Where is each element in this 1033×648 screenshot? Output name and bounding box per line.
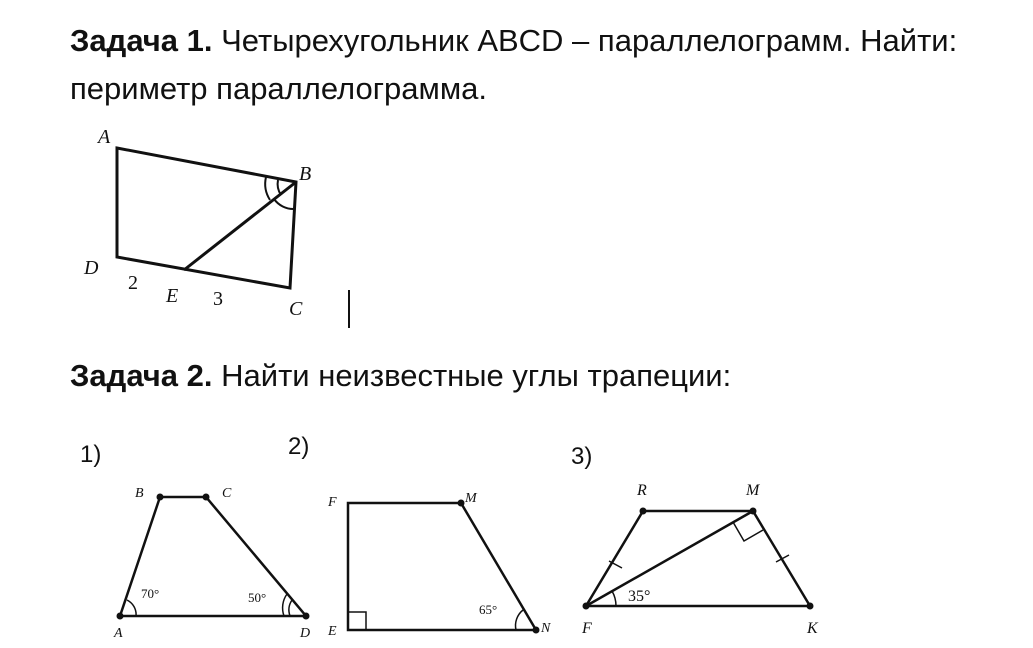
trapezoid-fmne: [348, 503, 536, 630]
t1-label-b: B: [135, 486, 144, 501]
t3-label-f: F: [582, 620, 592, 637]
label-d: D: [84, 257, 99, 279]
angle-b-arc-lower: [274, 199, 294, 209]
t1-label-a: A: [114, 626, 123, 641]
task1-line2: периметр параллелограмма.: [70, 71, 488, 106]
t3-label-r: R: [637, 482, 647, 499]
angle-d-arc-1: [289, 600, 292, 616]
trapezoid-1-labels: [113, 486, 310, 641]
item1-number: 1): [80, 441, 102, 468]
task1-text1: Четырехугольник ABCD – параллелограмм. Найти:: [212, 23, 958, 58]
t1-label-c: C: [222, 486, 232, 501]
t2-label-e: E: [328, 624, 337, 639]
task2-title: Задача 2.: [70, 358, 213, 393]
parallelogram-figure: [117, 148, 349, 328]
t1-angle-a: 70°: [141, 586, 160, 601]
trapezoid-3-figure: [586, 511, 810, 606]
t3-angle-f: 35°: [628, 588, 651, 605]
t2-label-n: N: [541, 621, 551, 636]
item3-number: 3): [571, 443, 593, 470]
label-b: B: [299, 163, 312, 185]
label-c: C: [289, 298, 303, 320]
label-a: A: [98, 126, 111, 148]
t2-label-m: M: [465, 491, 477, 506]
task2-text: Найти неизвестные углы трапеции:: [212, 358, 732, 393]
t2-label-f: F: [328, 495, 337, 510]
trapezoid-3-vertices: [583, 508, 814, 610]
angle-f-arc: [612, 591, 616, 606]
trapezoid-2-figure: [348, 503, 536, 630]
t3-label-k: K: [807, 620, 818, 637]
angle-b-arc-inner: [278, 180, 281, 195]
trapezoid-rmkf: [586, 511, 810, 606]
angle-b-arc-outer: [265, 177, 270, 200]
task1-title: Задача 1.: [70, 23, 213, 58]
bisector-be: [184, 182, 296, 270]
angle-d-arc-2: [283, 594, 287, 616]
parallelogram-abcd: [117, 148, 296, 288]
label-e: E: [166, 285, 179, 307]
t1-angle-d: 50°: [248, 590, 267, 605]
segment-de-length: 2: [128, 272, 138, 294]
t3-label-m: M: [746, 482, 760, 499]
right-angle-mark-m: [733, 522, 763, 541]
segment-ec-length: 3: [213, 288, 223, 310]
t1-label-d: D: [300, 626, 311, 641]
t2-angle-n: 65°: [479, 602, 498, 617]
diagonal-fm: [586, 511, 753, 606]
angle-a-arc: [127, 600, 136, 616]
angle-n-arc: [516, 610, 523, 630]
item2-number: 2): [288, 433, 310, 460]
right-angle-mark-e: [348, 612, 366, 630]
